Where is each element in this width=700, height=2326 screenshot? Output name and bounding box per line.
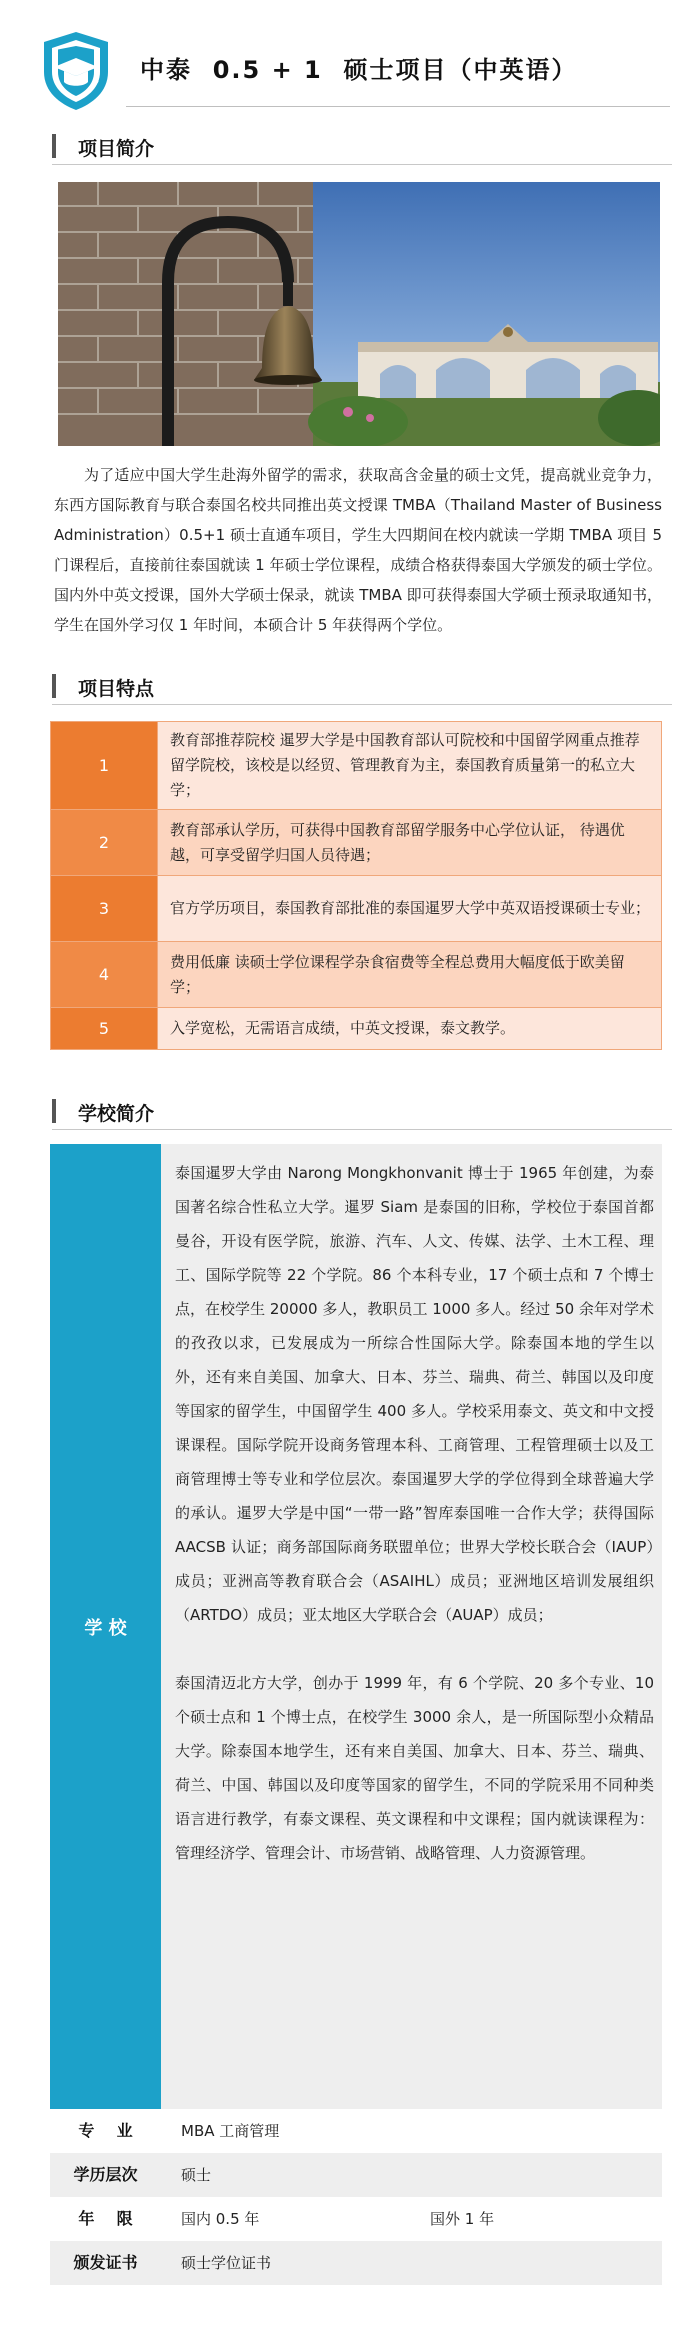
section-title: 学校简介 <box>78 1103 155 1125</box>
info-value-abroad: 国外 1 年 <box>430 2210 495 2228</box>
feature-number: 4 <box>51 942 158 1008</box>
section-heading-features <box>52 670 672 705</box>
heading-bar <box>52 674 56 698</box>
feature-row <box>51 942 662 1008</box>
section-heading-intro <box>52 130 672 165</box>
graduation-cap-shield-icon <box>40 30 112 112</box>
section-title: 项目简介 <box>78 138 155 160</box>
section-title: 项目特点 <box>78 678 155 700</box>
info-label: 颁发证书 <box>73 2253 138 2272</box>
feature-row <box>51 1008 662 1050</box>
heading-bar <box>52 134 56 158</box>
feature-number: 1 <box>51 722 158 810</box>
feature-number: 2 <box>51 810 158 876</box>
feature-text: 教育部承认学历，可获得中国教育部留学服务中心学位认证， 待遇优越，可享受留学归国人员待遇； <box>158 810 662 876</box>
school-label-cell: 学 校 <box>50 1144 161 2109</box>
feature-text: 教育部推荐院校 暹罗大学是中国教育部认可院校和中国留学网重点推荐留学院校，该校是以经贸、管理教育为主，泰国教育质量第一的私立大学； <box>158 722 662 810</box>
school-paragraph-siam: 泰国暹罗大学由 Narong Mongkhonvanit 博士于 1965 年创建，为泰国著名综合性私立大学。暹罗 Siam 是泰国的旧称，学校位于泰国首都曼谷，开设有医学院，旅游、汽车、人文、传媒、法学、土木工程、理工、国际学院等 22 个学院。86 个本科专业，17 个硕士点和 7 个博士点，在校学生 20000 多人，教职员工 1000 多人。经过 50 余年对学术的孜孜以求，已发展成为一所综合性国际大学。除泰国本地的学生以外，还有来自美国、加拿大、日本、芬兰、瑞典、荷兰、韩国以及印度等国家的留学生，中国留学生 400 多人。学校采用泰文、英文和中文授课课程。国际学院开设商务管理本科、工商管理、工程管理硕士以及工商管理博士等专业和学位层次。泰国暹罗大学的学位得到全球普遍大学的承认。暹罗大学是中国“一带一路”智库泰国唯一合作大学；获得国际 AACSB 认证；商务部国际商务联盟单位；世界大学校长联合会（IAUP）成员；亚洲高等教育联合会（ASAIHL）成员；亚洲地区培训发展组织（ARTDO）成员；亚太地区大学联合会（AUAP）成员； <box>175 1164 654 1624</box>
info-value: MBA 工商管理 <box>181 2122 280 2140</box>
info-row-duration <box>50 2197 662 2241</box>
info-label: 学历层次 <box>73 2165 138 2184</box>
info-row-degree-level <box>50 2153 662 2197</box>
info-value: 硕士 <box>181 2166 212 2184</box>
page-header <box>40 30 670 112</box>
intro-paragraph: 为了适应中国大学生赴海外留学的需求，获取高含金量的硕士文凭，提高就业竞争力，东西方国际教育与联合泰国名校共同推出英文授课 TMBA（Thailand Master of Business Administration）0.5+1 硕士直通车项目，学生大四期间在校内就读一学期 TMBA 项目 5 门课程后，直接前往泰国就读 1 年硕士学位课程，成绩合格获得泰国大学颁发的硕士学位。国内外中英文授课，国外大学硕士保录，就读 TMBA 即可获得泰国大学硕士预录取通知书，学生在国外学习仅 1 年时间，本硕合计 5 年获得两个学位。 <box>54 466 662 634</box>
intro-text-block <box>54 460 662 640</box>
campus-photo <box>58 182 660 446</box>
info-row-certificate <box>50 2241 662 2285</box>
page-title: 中泰 0.5 + 1 硕士项目（中英语） <box>140 56 578 84</box>
heading-bar <box>52 1099 56 1123</box>
features-table <box>50 721 662 1050</box>
feature-row <box>51 876 662 942</box>
feature-number: 3 <box>51 876 158 942</box>
feature-text: 官方学历项目，泰国教育部批准的泰国暹罗大学中英双语授课硕士专业； <box>158 876 662 942</box>
info-value: 硕士学位证书 <box>181 2254 272 2272</box>
info-label: 年 限 <box>78 2209 133 2228</box>
section-heading-school <box>52 1095 672 1130</box>
info-row-major <box>50 2109 662 2153</box>
header-divider <box>126 106 670 107</box>
school-description <box>161 1144 662 2109</box>
info-label: 专 业 <box>78 2121 133 2140</box>
info-value-domestic: 国内 0.5 年 <box>181 2210 260 2228</box>
feature-text: 费用低廉 读硕士学位课程学杂食宿费等全程总费用大幅度低于欧美留学； <box>158 942 662 1008</box>
feature-text: 入学宽松，无需语言成绩，中英文授课，泰文教学。 <box>158 1008 662 1050</box>
feature-row <box>51 722 662 810</box>
feature-row <box>51 810 662 876</box>
school-paragraph-north: 泰国清迈北方大学，创办于 1999 年，有 6 个学院、20 多个专业、10 个硕士点和 1 个博士点，在校学生 3000 余人，是一所国际型小众精品大学。除泰国本地学生，还有来自美国、加拿大、日本、芬兰、瑞典、荷兰、中国、韩国以及印度等国家的留学生，不同的学院采用不同种类语言进行教学，有泰文课程、英文课程和中文课程；国内就读课程为：管理经济学、管理会计、市场营销、战略管理、人力资源管理。 <box>175 1674 654 1862</box>
feature-number: 5 <box>51 1008 158 1050</box>
